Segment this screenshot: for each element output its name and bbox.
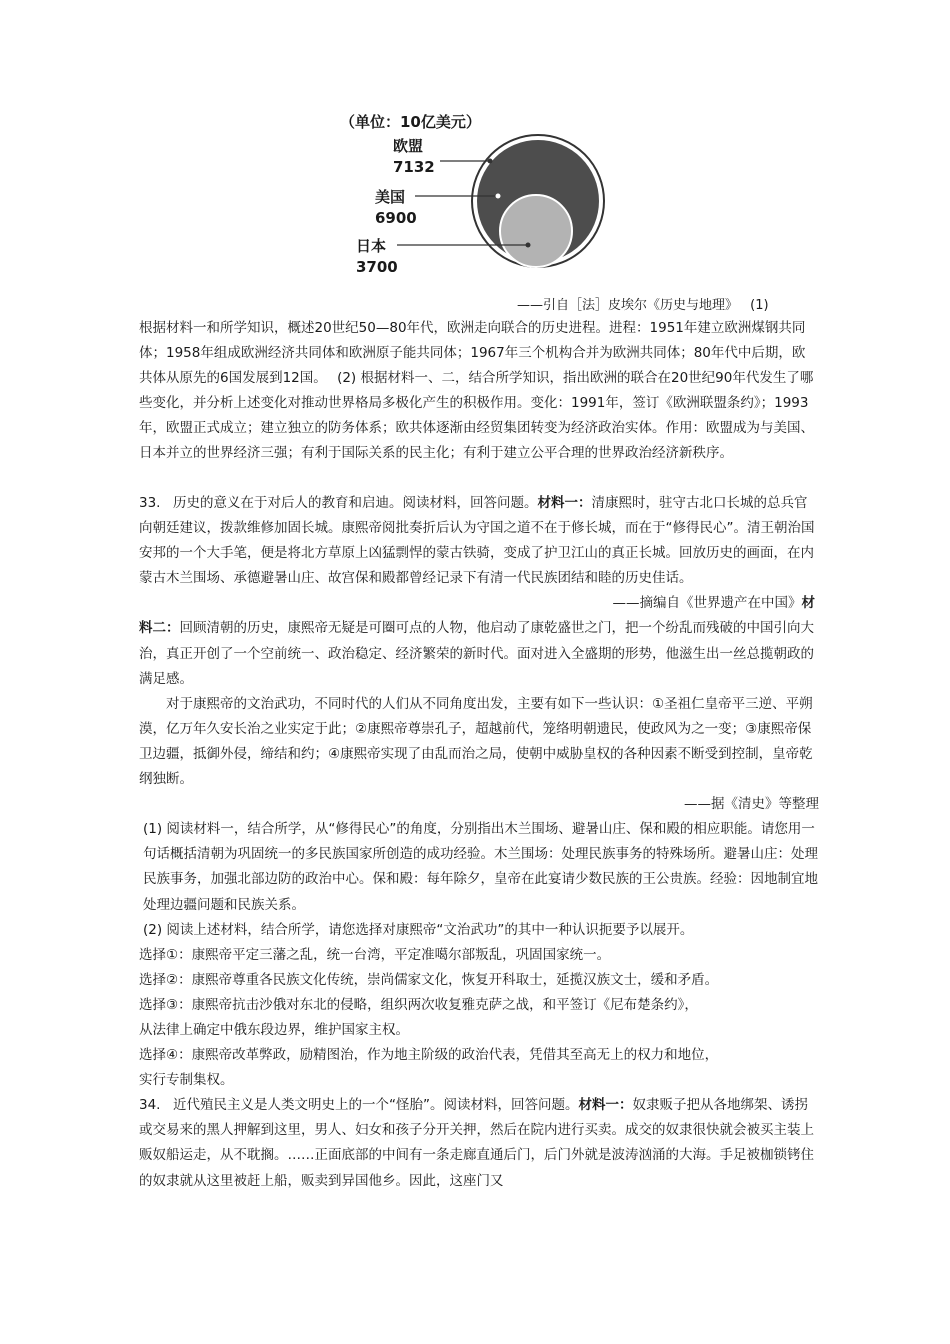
q33-material1-label: 材料一： [537, 495, 592, 511]
q34-material1-label: 材料一： [578, 1097, 633, 1114]
label-jp-value: 3700 [356, 258, 398, 276]
figure-source [517, 297, 769, 315]
q33-intro: 历史的意义在于对后人的教育和启迪。阅读材料，回答问题。 [173, 495, 538, 511]
figure-source-text: ——引自［法］皮埃尔《历史与地理》 [517, 298, 739, 313]
label-us-value: 6900 [375, 209, 417, 227]
eu-leader-dot [488, 159, 493, 164]
q33-question2: (2) 阅读上述材料，结合所学，请您选择对康熙帝“文治武功”的其中一种认识扼要予以展开。 [143, 921, 694, 938]
jp-leader-dot [526, 243, 531, 248]
q33-question1: (1) 阅读材料一，结合所学，从“修得民心”的角度，分别指出木兰围场、避暑山庄、保和殿的相应职能。请您用一句话概括清朝为巩固统一的多民族国家所创造的成功经验。木兰围场：处理民族事务的特殊场所。避暑山庄：处理民族事务，加强北部边防的政治中心。保和殿：每年除夕，皇帝在此宴请少数民族的王公贵族。经验：因地制宜地处理边疆问题和民族关系。 [143, 821, 818, 913]
q32-part1-text: 根据材料一和所学知识，概述20世纪50—80年代，欧洲走向联合的历史进程。进程：1951年建立欧洲煤钢共同体；1958年组成欧洲经济共同体和欧洲原子能共同体；1967年三个机构合并为欧洲共同体；80年代中后期，欧共体从原先的6国发展到12国。 [139, 320, 806, 387]
q33-material1-text: 清康熙时，驻守古北口长城的总兵官向朝廷建议，拨款维修加固长城。康熙帝阅批奏折后认为守国之道不在于修长城，而在于“修得民心”。清王朝治国安邦的一个大手笔，便是将北方草原上凶猛剽悍的蒙古铁骑，变成了护卫江山的真正长城。回放历史的画面，在内蒙古木兰围场、承德避暑山庄、故宫保和殿都曾经记录下有清一代民族团结和睦的历史佳话。 [139, 495, 815, 587]
gdp-circle-figure [340, 108, 640, 288]
figure-unit-label: （单位：10亿美元） [340, 113, 481, 131]
q33-choice4-line1: 选择④：康熙帝改革弊政，励精图治，作为地主阶级的政治代表，凭借其至高无上的权力和地位， [139, 1047, 719, 1064]
q34-number: 34. [139, 1097, 161, 1114]
jp-circle [500, 195, 572, 267]
label-jp-name: 日本 [356, 237, 387, 255]
q33-source2: ——据《清史》等整理 [684, 796, 819, 813]
circle-diagram [340, 108, 640, 288]
q33-material2-views: 对于康熙帝的文治武功，不同时代的人们从不同角度出发，主要有如下一些认识：①圣祖仁皇帝平三逆、平朔漠，亿万年久安长治之业实定于此；②康熙帝尊崇孔子，超越前代，笼络明朝遗民，使政风为之一变；③康熙帝保卫边疆，抵御外侵，缔结和约；④康熙帝实现了由乱而治之局，使朝中威胁皇权的各种因素不断受到控制，皇帝乾纲独断。 [139, 695, 813, 788]
q33-source1: ——摘编自《世界遗产在中国》 [612, 595, 802, 612]
label-eu-name: 欧盟 [393, 137, 424, 155]
q33-choice1: 选择①：康熙帝平定三藩之乱，统一台湾，平定准噶尔部叛乱，巩固国家统一。 [139, 946, 611, 963]
q33-material2-label-a: 材 [801, 595, 815, 612]
q33-choice4-line2: 实行专制集权。 [139, 1072, 234, 1089]
q32-answers [139, 316, 817, 467]
q32-part1-marker: (1) [750, 298, 769, 313]
q33-choice3-line1: 选择③：康熙帝抗击沙俄对东北的侵略，组织两次收复雅克萨之战，和平签订《尼布楚条约》， [139, 996, 698, 1013]
label-us-name: 美国 [375, 188, 406, 206]
q33-choice3-line2: 从法律上确定中俄东段边界，维护国家主权。 [139, 1021, 409, 1038]
q32-part2-text: 根据材料一、二，结合所学知识，指出欧洲的联合在20世纪90年代发生了哪些变化，并分析上述变化对推动世界格局多极化产生的积极作用。变化：1991年，签订《欧洲联盟条约》；1993年，欧盟正式成立；建立独立的防务体系；欧共体逐渐由经贸集团转变为经济政治实体。作用：欧盟成为与美国、日本并立的世界经济三强；有利于国际关系的民主化；有利于建立公平合理的世界政治经济新秩序。 [139, 370, 814, 462]
us-leader-dot [496, 194, 501, 199]
q32-part2-marker: (2) [337, 370, 357, 387]
q33-choice2: 选择②：康熙帝尊重各民族文化传统，崇尚儒家文化，恢复开科取士，延揽汉族文士，缓和矛盾。 [139, 971, 719, 988]
q34-material1-text: 奴隶贩子把从各地绑架、诱拐或交易来的黑人押解到这里，男人、妇女和孩子分开关押，然后在院内进行买卖。成交的奴隶很快就会被买主装上贩奴船运走，从不耽搁。……正面底部的中间有一条走廊直通后门，后门外就是波涛汹涌的大海。手足被枷锁铐住的奴隶就从这里被赶上船，贩卖到异国他乡。因此，这座门又 [139, 1097, 814, 1189]
q33-number: 33. [139, 495, 161, 511]
q34-intro: 近代殖民主义是人类文明史上的一个“怪胎”。阅读材料，回答问题。 [173, 1097, 579, 1114]
question-33 [139, 491, 819, 1194]
q33-material2-label-b: 料二： [139, 620, 180, 637]
label-eu-value: 7132 [393, 158, 435, 176]
q33-material2-text: 回顾清朝的历史，康熙帝无疑是可圈可点的人物，他启动了康乾盛世之门，把一个纷乱而残破的中国引向大治，真正开创了一个空前统一、政治稳定、经济繁荣的新时代。面对进入全盛期的形势，他滋生出一丝总揽朝政的满足感。 [139, 620, 814, 687]
